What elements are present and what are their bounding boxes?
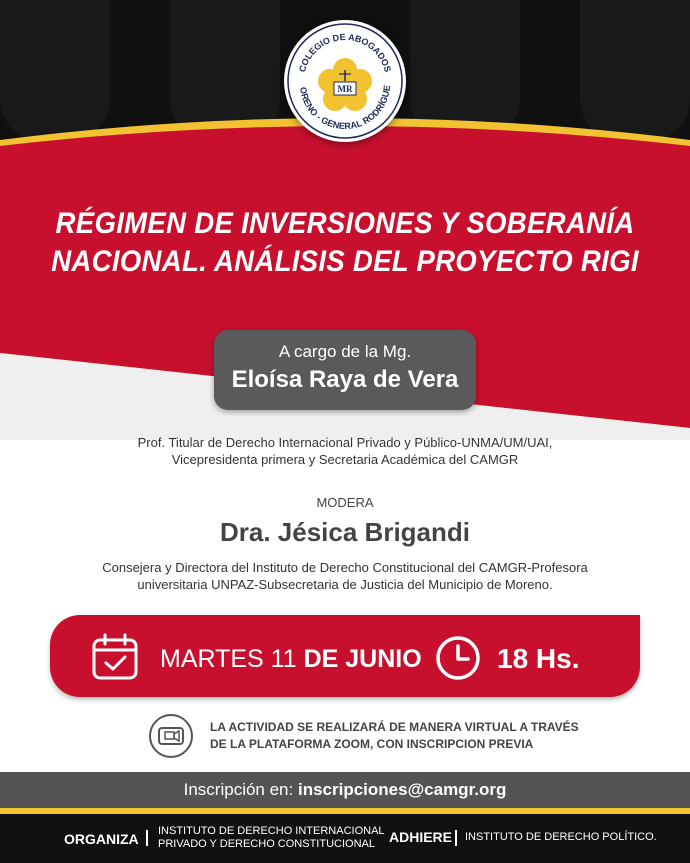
footer-band bbox=[0, 814, 690, 863]
adhiere-institute: INSTITUTO DE DERECHO POLÍTICO. bbox=[465, 831, 657, 843]
speaker-bio-line: Prof. Titular de Derecho Internacional Privado y Público-UNMA/UM/UAI, bbox=[137, 435, 553, 450]
speaker-bio-line: Vicepresidenta primera y Secretaria Académica del CAMGR bbox=[171, 452, 519, 467]
event-date bbox=[160, 645, 422, 674]
event-title bbox=[28, 205, 663, 281]
title-line-2: NACIONAL. ANÁLISIS DEL PROYECTO RIGI bbox=[51, 245, 639, 278]
virtual-notice-line: LA ACTIVIDAD SE REALIZARÁ DE MANERA VIRTUAL A TRAVÉS bbox=[210, 720, 579, 734]
logo-top-text: COLEGIO DE ABOGADOS bbox=[297, 31, 393, 74]
event-month: DE JUNIO bbox=[303, 645, 422, 673]
event-time: 18 Hs. bbox=[497, 643, 580, 674]
speaker-bio bbox=[0, 434, 690, 468]
logo-monogram: MR bbox=[337, 84, 353, 94]
speaker-name: Eloísa Raya de Vera bbox=[231, 366, 459, 393]
moderator-name: Dra. Jésica Brigandi bbox=[220, 517, 470, 547]
organiza-line: INSTITUTO DE DERECHO INTERNACIONAL bbox=[158, 825, 385, 837]
moderator-bio-line: Consejera y Directora del Instituto de Derecho Constitucional del CAMGR-Profesora bbox=[102, 560, 588, 575]
organiza-line: PRIVADO Y DERECHO CONSTITUCIONAL bbox=[158, 838, 375, 850]
registration-band bbox=[0, 772, 690, 808]
title-line-1: RÉGIMEN DE INVERSIONES Y SOBERANÍA bbox=[55, 207, 635, 240]
clock-icon bbox=[434, 634, 482, 682]
speaker-intro: A cargo de la Mg. bbox=[278, 342, 412, 361]
calendar-icon bbox=[90, 632, 140, 682]
adhiere-label: ADHIERE bbox=[389, 829, 453, 845]
speaker-box bbox=[214, 330, 476, 410]
event-day: MARTES 11 bbox=[160, 645, 297, 673]
moderator-bio bbox=[0, 559, 690, 593]
virtual-notice-line: DE LA PLATAFORMA ZOOM, CON INSCRIPCION PREVIA bbox=[210, 737, 534, 751]
virtual-notice bbox=[210, 719, 579, 753]
moderator-label: MODERA bbox=[316, 495, 374, 510]
moderator-bio-line: universitaria UNPAZ-Subsecretaria de Justicia del Municipio de Moreno. bbox=[137, 577, 553, 592]
organiza-institute bbox=[158, 825, 385, 851]
registration-email-link[interactable]: inscripciones@camgr.org bbox=[297, 780, 507, 799]
logo-bottom-text: ORENO - GENERAL RODRÍGUE bbox=[298, 84, 393, 132]
footer-separator bbox=[146, 830, 148, 846]
footer-separator bbox=[455, 830, 457, 846]
college-logo bbox=[284, 20, 406, 142]
video-call-icon bbox=[148, 713, 194, 759]
organiza-label: ORGANIZA bbox=[64, 831, 139, 847]
registration-label: Inscripción en: bbox=[183, 780, 294, 799]
